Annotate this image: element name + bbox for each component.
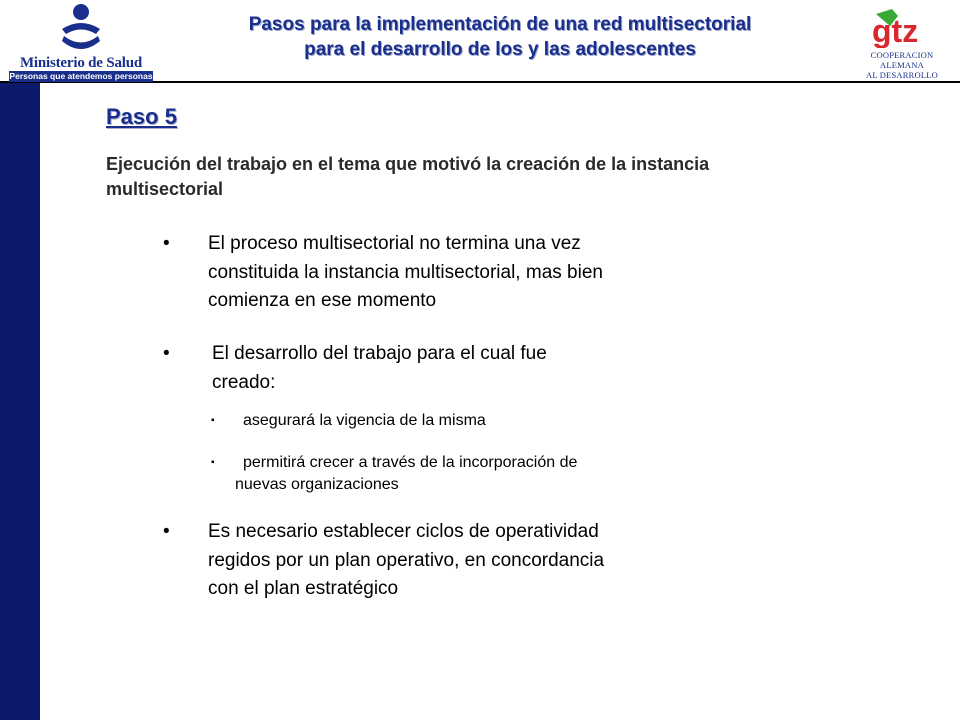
gtz-mark-icon [868, 6, 936, 48]
gtz-caption-line-2: AL DESARROLLO [866, 70, 938, 80]
sub-bullet-text [243, 410, 486, 432]
step-subtitle: Ejecución del trabajo en el tema que motivó la creación de la instancia multisectorial [106, 154, 710, 199]
bullet-line: con el plan estratégico [208, 578, 399, 599]
bullet-line: Es necesario establecer ciclos de operatividad [208, 521, 599, 542]
bullet-marker: • [163, 343, 170, 364]
minsa-figure-icon [58, 3, 104, 53]
gtz-mark-text: gtz [872, 13, 919, 48]
sub-bullet-line: permitirá crecer a través de la incorporación de [243, 454, 578, 471]
bullet-line: El proceso multisectorial no termina una vez [208, 233, 581, 254]
sub-bullet-marker: ▪ [211, 415, 215, 426]
gtz-logo [848, 6, 956, 78]
bullet-line: creado: [212, 371, 276, 393]
sub-bullet-line: nuevas organizaciones [235, 476, 399, 493]
left-accent-bar [0, 82, 40, 720]
bullet-line: El desarrollo del trabajo para el cual fue [212, 343, 547, 364]
bullet-line: regidos por un plan operativo, en concordancia [208, 549, 605, 571]
step-title: Paso 5 [106, 104, 177, 129]
bullet-text [212, 340, 547, 397]
sub-bullet-marker: ▪ [211, 457, 215, 468]
header-title-line-2: para el desarrollo de los y las adolescentes [304, 39, 696, 60]
header-title-line-1: Pasos para la implementación de una red multisectorial [248, 14, 752, 35]
bullet-marker: • [163, 521, 170, 542]
sub-bullet-line: asegurará la vigencia de la misma [243, 412, 486, 429]
bullet-text [208, 518, 604, 604]
bullet-line: constituida la instancia multisectorial, mas bien [208, 261, 603, 283]
minsa-tagline: Personas que atendemos personas [9, 71, 153, 81]
bullet-text [208, 230, 603, 316]
page-header-title [165, 12, 835, 62]
bullet-marker: • [163, 233, 170, 254]
gtz-caption-line-1: COOPERACION ALEMANA [870, 50, 934, 70]
gtz-caption [848, 50, 956, 80]
bullet-line: comienza en ese momento [208, 290, 437, 311]
sub-bullet-text [235, 452, 578, 496]
minsa-name: Ministerio de Salud [19, 55, 143, 71]
minsa-logo [6, 3, 156, 79]
